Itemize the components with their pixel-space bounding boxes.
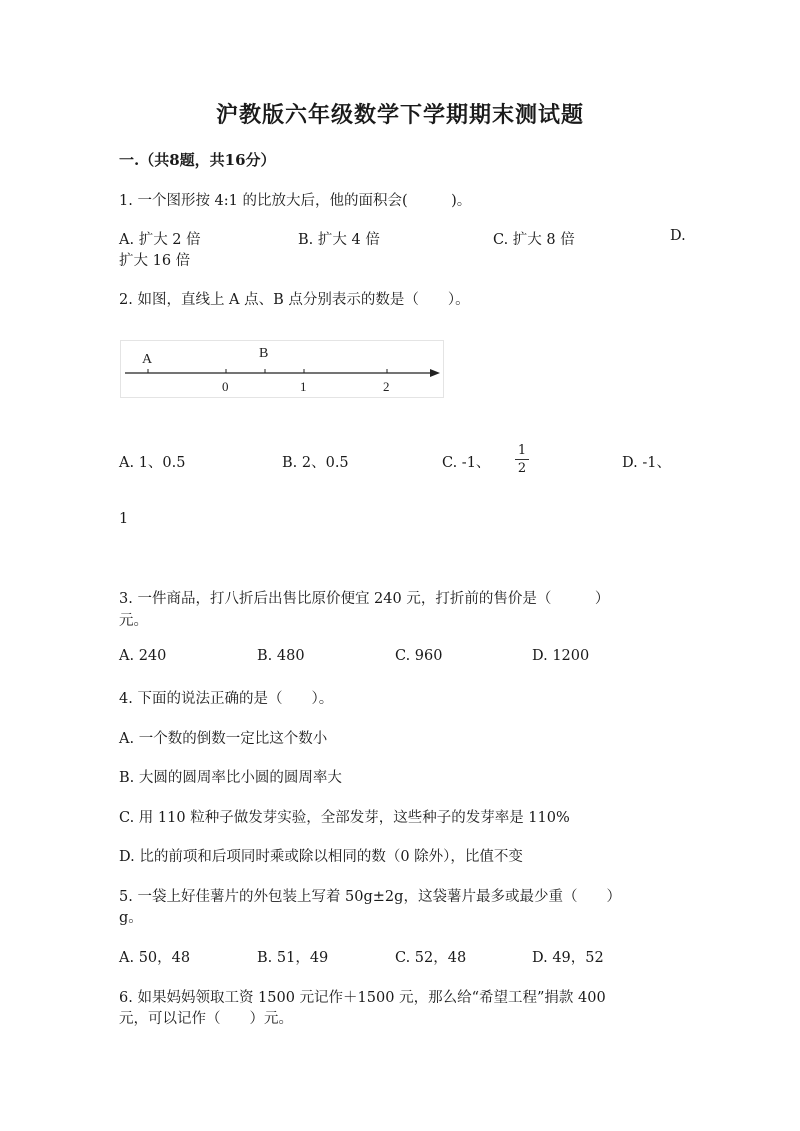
question-5-option-d: D. 49，52 (532, 950, 604, 966)
question-5-stem-line1: 5. 一袋上好佳薯片的外包装上写着 50g±2g，这袋薯片最多或最少重（ ） (119, 889, 621, 905)
question-2-option-d-continued: 1 (119, 511, 129, 527)
tick-label-0: 0 (222, 379, 229, 394)
question-2-option-c: C. -1、 (442, 455, 491, 471)
point-a-label: A (142, 352, 153, 367)
question-2-option-d: D. -1、 (622, 455, 671, 471)
question-4-stem: 4. 下面的说法正确的是（ ）。 (119, 691, 334, 707)
question-3-option-b: B. 480 (257, 648, 305, 664)
question-5-option-c: C. 52，48 (395, 950, 467, 966)
question-4-option-d: D. 比的前项和后项同时乘或除以相同的数（0 除外），比值不变 (119, 849, 523, 865)
question-4-option-b: B. 大圆的圆周率比小圆的圆周率大 (119, 770, 342, 786)
question-1-option-d-text: 扩大 16 倍 (119, 253, 191, 269)
tick-label-2: 2 (383, 379, 390, 394)
question-1-option-c: C. 扩大 8 倍 (493, 232, 575, 248)
question-1-option-a: A. 扩大 2 倍 (119, 232, 201, 248)
question-2-option-a: A. 1、0.5 (119, 455, 186, 471)
point-b-label: B (259, 346, 269, 361)
fraction-denominator: 2 (517, 461, 527, 476)
question-2-stem: 2. 如图，直线上 A 点、B 点分别表示的数是（ ）。 (119, 292, 470, 308)
question-3-stem-line2: 元。 (119, 613, 148, 629)
question-4-option-a: A. 一个数的倒数一定比这个数小 (119, 731, 328, 747)
question-3-option-a: A. 240 (119, 648, 167, 664)
number-line-figure (120, 340, 444, 398)
number-line-arrow (430, 369, 440, 377)
question-2-option-c-fraction (515, 443, 529, 476)
question-1-option-b: B. 扩大 4 倍 (298, 232, 380, 248)
question-5-stem-line2: g。 (119, 910, 143, 926)
question-6-stem-line2: 元，可以记作（ ）元。 (119, 1011, 293, 1027)
section-heading: 一.（共8题，共16分） (119, 151, 276, 169)
question-1-stem: 1. 一个图形按 4:1 的比放大后，他的面积会( )。 (119, 193, 472, 209)
question-3-stem-line1: 3. 一件商品，打八折后出售比原价便宜 240 元，打折前的售价是（ ） (119, 591, 610, 607)
tick-label-1: 1 (300, 379, 307, 394)
question-3-option-c: C. 960 (395, 648, 443, 664)
question-5-option-b: B. 51，49 (257, 950, 329, 966)
fraction-numerator: 1 (517, 443, 527, 458)
page-title: 沪教版六年级数学下学期期末测试题 (215, 102, 584, 128)
question-4-option-c: C. 用 110 粒种子做发芽实验，全部发芽，这些种子的发芽率是 110% (119, 810, 570, 826)
question-1-option-d-label: D. (670, 228, 686, 244)
question-6-stem-line1: 6. 如果妈妈领取工资 1500 元记作＋1500 元，那么给“希望工程”捐款 400 (119, 990, 606, 1006)
question-5-option-a: A. 50，48 (119, 950, 191, 966)
question-3-option-d: D. 1200 (532, 648, 590, 664)
question-2-option-b: B. 2、0.5 (282, 455, 349, 471)
